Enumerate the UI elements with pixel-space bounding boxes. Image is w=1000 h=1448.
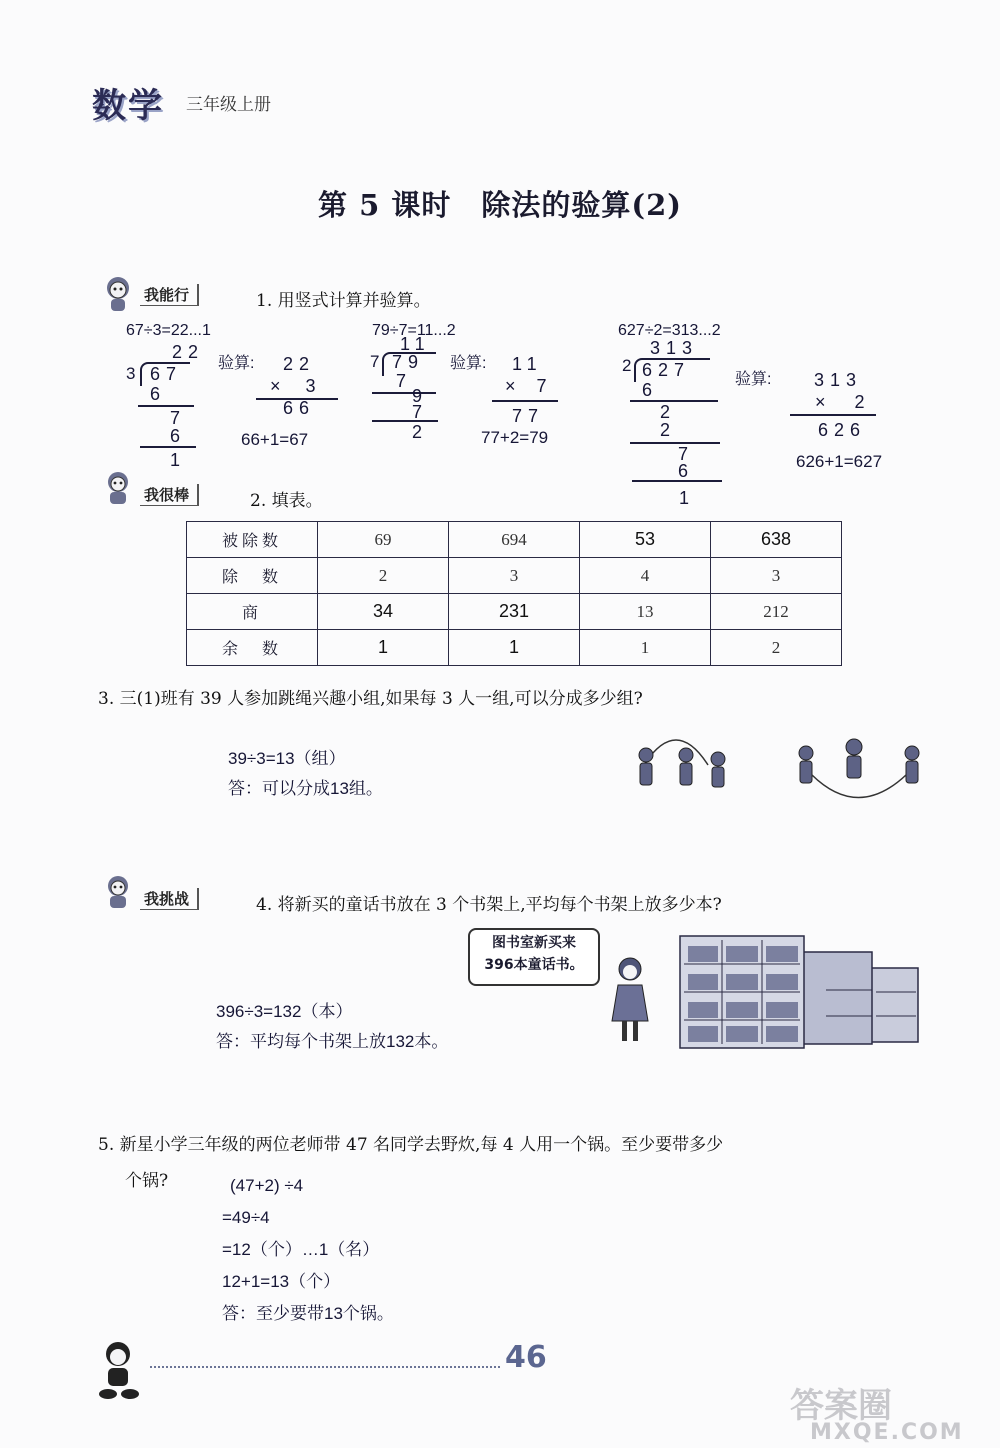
- table-row: [187, 522, 842, 558]
- table-cell: 212: [711, 594, 842, 630]
- table-cell: 53: [580, 522, 711, 558]
- check-label-3: 验算:: [735, 371, 772, 388]
- step-2d: 2: [412, 422, 423, 442]
- check-b-2: × 7: [505, 376, 555, 396]
- badge-wotiaozhan: 我挑战: [140, 888, 199, 910]
- bubble-line-1: 图书室新买来: [492, 935, 576, 951]
- table-cell: 2: [711, 630, 842, 666]
- rule-3a: [630, 400, 718, 402]
- answer-5-line4: 12+1=13（个）: [222, 1272, 341, 1291]
- equation-2: 79÷7=11...2: [372, 322, 456, 339]
- check-label-1: 验算:: [218, 355, 255, 372]
- rule-3c: [632, 480, 722, 482]
- answer-3-line1: 39÷3=13（组）: [228, 749, 346, 768]
- check-rule-3: [790, 414, 876, 416]
- watermark-url: MXQE.COM: [810, 1420, 964, 1445]
- check-product-2: 77: [512, 406, 545, 426]
- answer-5-line1: (47+2) ÷4: [230, 1176, 304, 1195]
- row-label: 余 数: [187, 630, 318, 666]
- check-a-2: 11: [512, 354, 543, 374]
- step-1a: 6: [150, 384, 161, 404]
- step-1d: 1: [170, 450, 181, 470]
- table-cell: 694: [449, 522, 580, 558]
- check-a-3: 313: [814, 370, 863, 390]
- speech-bubble: [468, 928, 600, 986]
- girl-illustration: [598, 955, 662, 1047]
- table-cell: 1: [318, 630, 449, 666]
- step-3d: 7: [678, 444, 689, 464]
- quotient-1: 22: [172, 342, 205, 362]
- step-3a: 6: [642, 380, 653, 400]
- answer-3-line2: 答：可以分成13组。: [228, 779, 383, 798]
- check-b-1: × 3: [270, 376, 326, 396]
- table-row: [187, 594, 842, 630]
- question-3: 3. 三(1)班有 39 人参加跳绳兴趣小组,如果每 3 人一组,可以分成多少组?: [98, 689, 643, 709]
- question-4: 4. 将新买的童话书放在 3 个书架上,平均每个书架上放多少本?: [256, 895, 722, 915]
- check-product-3: 626: [818, 420, 867, 440]
- check-b-3: × 2: [815, 392, 877, 412]
- rule-2b: [372, 420, 438, 422]
- rule-2a: [372, 392, 436, 394]
- badge-wonengxing: 我能行: [140, 284, 199, 306]
- footer-mascot-icon: [92, 1338, 148, 1400]
- step-1b: 7: [170, 408, 181, 428]
- equation-1: 67÷3=22...1: [126, 322, 211, 339]
- table-row: [187, 630, 842, 666]
- division-table: [186, 521, 842, 666]
- check-result-3: 626+1=627: [796, 452, 883, 471]
- answer-5-line5: 答：至少要带13个锅。: [222, 1304, 394, 1323]
- mascot-icon: [96, 468, 140, 508]
- check-product-1: 66: [283, 398, 316, 418]
- dividend-3: 627: [642, 360, 691, 380]
- grade-label: 三年级上册: [186, 95, 271, 115]
- row-label: 商: [187, 594, 318, 630]
- check-result-1: 66+1=67: [241, 430, 309, 449]
- answer-5-line2: =49÷4: [222, 1208, 270, 1227]
- question-2: 2. 填表。: [250, 491, 323, 511]
- rule-1b: [140, 446, 196, 448]
- question-5-line2: 个锅?: [125, 1171, 169, 1191]
- check-result-2: 77+2=79: [481, 428, 549, 447]
- watermark-logo: 答案圈: [790, 1386, 892, 1426]
- row-label: 除 数: [187, 558, 318, 594]
- quotient-2: 11: [400, 334, 431, 354]
- row-label: 被除数: [187, 522, 318, 558]
- table-cell: 13: [580, 594, 711, 630]
- divisor-3: 2: [622, 356, 632, 375]
- jump-rope-kids-illustration: [636, 725, 932, 815]
- answer-4-line1: 396÷3=132（本）: [216, 1002, 353, 1021]
- table-cell: 1: [449, 630, 580, 666]
- page-number: 46: [505, 1340, 547, 1375]
- divisor-2: 7: [370, 352, 380, 371]
- step-3e: 6: [678, 461, 689, 481]
- footer-dotted-line: [150, 1366, 500, 1368]
- check-rule-2: [492, 400, 558, 402]
- table-cell: 1: [580, 630, 711, 666]
- table-cell: 69: [318, 522, 449, 558]
- rule-1a: [138, 405, 194, 407]
- mascot-icon: [96, 272, 140, 316]
- question-1: 1. 用竖式计算并验算。: [256, 291, 431, 311]
- step-3c: 2: [660, 420, 671, 440]
- answer-5-line3: =12（个）…1（名）: [222, 1240, 380, 1259]
- check-a-1: 22: [283, 354, 316, 374]
- step-2b: 9: [412, 386, 423, 406]
- question-5-line1: 5. 新星小学三年级的两位老师带 47 名同学去野炊,每 4 人用一个锅。至少要带多少: [98, 1135, 724, 1155]
- table-cell: 231: [449, 594, 580, 630]
- quotient-3: 313: [650, 338, 699, 358]
- mascot-icon: [96, 872, 140, 912]
- check-label-2: 验算:: [450, 355, 487, 372]
- table-cell: 3: [449, 558, 580, 594]
- badge-wohenbang: 我很棒: [140, 484, 199, 506]
- equation-3: 627÷2=313...2: [618, 322, 721, 339]
- table-cell: 2: [318, 558, 449, 594]
- bubble-line-2: 396本童话书。: [484, 957, 584, 973]
- dividend-2: 79: [392, 352, 425, 372]
- subject-title: 数学: [92, 86, 164, 126]
- rule-3b: [630, 442, 720, 444]
- step-1c: 6: [170, 426, 181, 446]
- step-3f: 1: [679, 488, 690, 508]
- table-cell: 4: [580, 558, 711, 594]
- divisor-1: 3: [126, 364, 136, 383]
- table-cell: 34: [318, 594, 449, 630]
- dividend-1: 67: [150, 364, 183, 384]
- bookshelves-illustration: [676, 930, 938, 1052]
- step-3b: 2: [660, 402, 671, 422]
- table-row: [187, 558, 842, 594]
- step-2a: 7: [396, 371, 407, 391]
- table-cell: 3: [711, 558, 842, 594]
- step-2c: 7: [412, 402, 423, 422]
- answer-4-line2: 答：平均每个书架上放132本。: [216, 1032, 449, 1051]
- table-cell: 638: [711, 522, 842, 558]
- lesson-title: 第 5 课时 除法的验算(2): [318, 188, 682, 222]
